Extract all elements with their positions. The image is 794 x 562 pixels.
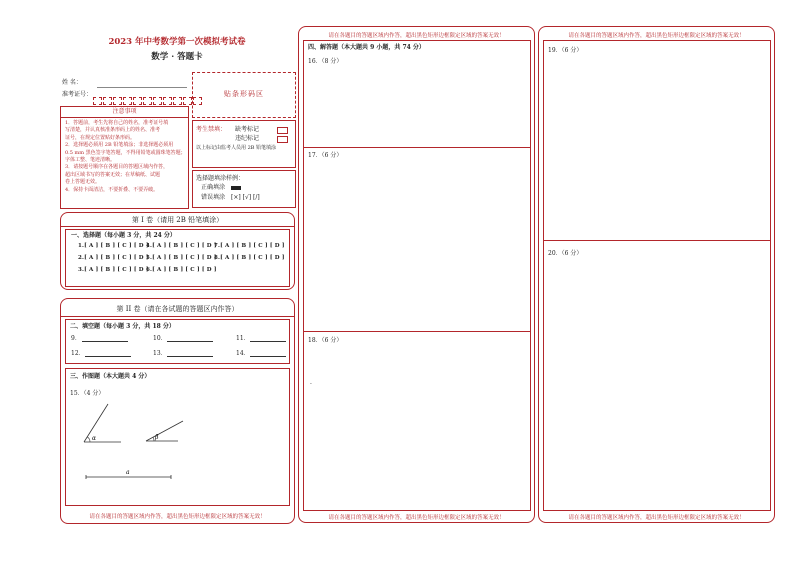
notice-line: 2．选择题必须用 2B 铅笔填涂；非选择题必须用 — [65, 142, 174, 149]
exam-status-box — [192, 120, 296, 168]
part2-divider — [61, 316, 294, 317]
answer-area-middle — [303, 40, 531, 511]
part2-warning: 请在各题目的答题区域内作答，超出黑色矩形边框限定区域的答案无效！ — [89, 514, 266, 520]
right-top-warning: 请在各题目的答题区域内作答，超出黑色矩形边框限定区域的答案无效！ — [568, 33, 745, 39]
choice-q7[interactable]: 7.[ A ] [ B ] [ C ] [ D ] — [214, 243, 285, 249]
correct-fill-label: 正确填涂 — [201, 184, 226, 191]
exam-status-note: 以上标记由监考人员用 2B 铅笔填涂 — [196, 145, 277, 151]
part1-title: 第 I 卷（请用 2B 铅笔填涂） — [131, 216, 224, 224]
name-underline — [97, 87, 187, 88]
choice-q8[interactable]: 8.[ A ] [ B ] [ C ] [ D ] — [214, 255, 285, 261]
choice-q1[interactable]: 1.[ A ] [ B ] [ C ] [ D ] — [78, 243, 149, 249]
q19-answer-area[interactable] — [544, 56, 770, 241]
notice-divider — [61, 117, 188, 118]
fill-q9-label: 9． — [71, 335, 81, 342]
q16-label: 16．（8 分） — [308, 58, 343, 65]
middle-top-warning: 请在各题目的答题区域内作答，超出黑色矩形边框限定区域的答案无效！ — [328, 33, 505, 39]
barcode-label: 贴条形码区 — [224, 90, 264, 98]
fill-q12-label: 12． — [71, 350, 85, 357]
q16-answer-area[interactable] — [304, 66, 530, 146]
part1-box — [60, 212, 295, 290]
violation-label: 违纪标记 — [235, 135, 260, 142]
barcode-area — [192, 72, 296, 118]
notice-line: 卷上答题无效。 — [65, 179, 101, 186]
notice-box — [60, 106, 189, 209]
notice-line: 证号，在规定位置贴好条形码。 — [65, 134, 136, 141]
part2-box — [60, 298, 295, 524]
middle-bottom-warning: 请在各题目的答题区域内作答，超出黑色矩形边框限定区域的答案无效！ — [328, 515, 505, 521]
q15-label: 15．（4 分） — [70, 390, 105, 397]
notice-line: 超出区域书写的答案无效；在草稿纸、试题 — [65, 171, 161, 178]
notice-line: 写清楚，并认真核准条形码上的姓名、准考 — [65, 127, 161, 134]
choice-q2[interactable]: 2.[ A ] [ B ] [ C ] [ D ] — [78, 255, 149, 261]
wrong-fill-label: 错误填涂 — [201, 194, 226, 201]
choice-q4[interactable]: 4.[ A ] [ B ] [ C ] [ D ] — [146, 243, 217, 249]
right-panel — [538, 26, 775, 523]
fill-q12-line[interactable] — [85, 356, 131, 357]
fill-q9-line[interactable] — [82, 341, 128, 342]
draw-section-title: 三、作图题（本大题共 4 分） — [70, 373, 151, 380]
choice-section-title: 一、选择题（每小题 3 分，共 24 分） — [71, 232, 176, 239]
fill-q13-line[interactable] — [167, 356, 213, 357]
fill-q13-label: 13． — [153, 350, 167, 357]
draw-section — [65, 368, 290, 506]
q20-label: 20．（6 分） — [548, 250, 583, 257]
exam-title: 2023 年中考数学第一次模拟考试卷 — [108, 37, 246, 47]
notice-line: 3．请按题号顺序在各题目的答题区域内作答， — [65, 164, 169, 171]
q15-figure — [66, 399, 291, 499]
q18-label: 18．（6 分） — [308, 337, 343, 344]
fill-sample-box — [192, 170, 296, 208]
q18-answer-area[interactable] — [304, 346, 530, 506]
alpha-label: α — [92, 435, 97, 442]
q16-divider — [304, 147, 530, 148]
q17-answer-area[interactable] — [304, 161, 530, 331]
q17-divider — [304, 331, 530, 332]
wrong-fill-marks: [×] [√] [/] — [231, 194, 260, 201]
fill-q10-label: 10． — [153, 335, 167, 342]
choice-q5[interactable]: 5.[ A ] [ B ] [ C ] [ D ] — [146, 255, 217, 261]
fill-q14-label: 14． — [236, 350, 250, 357]
notice-line: 字体工整、笔迹清晰。 — [65, 157, 116, 163]
violation-checkbox[interactable] — [277, 136, 288, 143]
part2-title: 第 II 卷（请在各试题的答题区内作答） — [116, 305, 239, 313]
fill-sample-title: 选择题填涂样例： — [196, 175, 245, 182]
fill-q11-label: 11． — [236, 335, 250, 342]
notice-line: 4．保持卡面清洁，不要折叠、不要弄破。 — [65, 186, 159, 193]
answer-area-right — [543, 40, 771, 511]
name-label: 姓 名： — [62, 79, 82, 86]
choice-q3[interactable]: 3.[ A ] [ B ] [ C ] [ D ] — [78, 267, 149, 273]
middle-panel — [298, 26, 535, 523]
segment-a-label: a — [126, 469, 130, 476]
choice-q6[interactable]: 6.[ A ] [ B ] [ C ] [ D ] — [146, 267, 217, 273]
q20-answer-area[interactable] — [544, 259, 770, 509]
exam-status-label: 考生禁填： — [196, 126, 227, 133]
beta-arc — [153, 437, 154, 441]
q19-divider — [544, 240, 770, 241]
right-bottom-warning: 请在各题目的答题区域内作答，超出黑色矩形边框限定区域的答案无效！ — [568, 515, 745, 521]
absent-label: 缺考标记 — [235, 126, 260, 133]
fill-q10-line[interactable] — [167, 341, 213, 342]
notice-title: 注意事项 — [112, 108, 137, 115]
fill-q14-line[interactable] — [250, 356, 286, 357]
q19-label: 19．（6 分） — [548, 47, 583, 54]
card-subtitle: 数学 · 答题卡 — [151, 52, 203, 62]
answer-section-title: 四、解答题（本大题共 9 小题，共 74 分） — [308, 44, 425, 51]
choice-section — [65, 229, 290, 287]
fill-q11-line[interactable] — [250, 341, 286, 342]
correct-fill-mark — [231, 186, 241, 190]
notice-line: 1．答题前，考生先将自己的姓名，准考证号填 — [65, 120, 169, 126]
q17-label: 17．（6 分） — [308, 152, 343, 159]
student-id-label: 准考证号： — [62, 91, 93, 98]
notice-line: 0.5 mm 黑色签字笔答题，不得用铅笔或圆珠笔答题； — [65, 149, 186, 156]
alpha-arc — [88, 437, 91, 442]
beta-label: β — [155, 434, 159, 441]
part1-divider — [61, 226, 294, 227]
fill-section-title: 二、填空题（每小题 3 分，共 18 分） — [70, 323, 175, 330]
absent-checkbox[interactable] — [277, 127, 288, 134]
beta-ray-slanted — [146, 421, 183, 441]
q18-dot: . — [310, 379, 312, 386]
fill-section — [65, 319, 290, 364]
